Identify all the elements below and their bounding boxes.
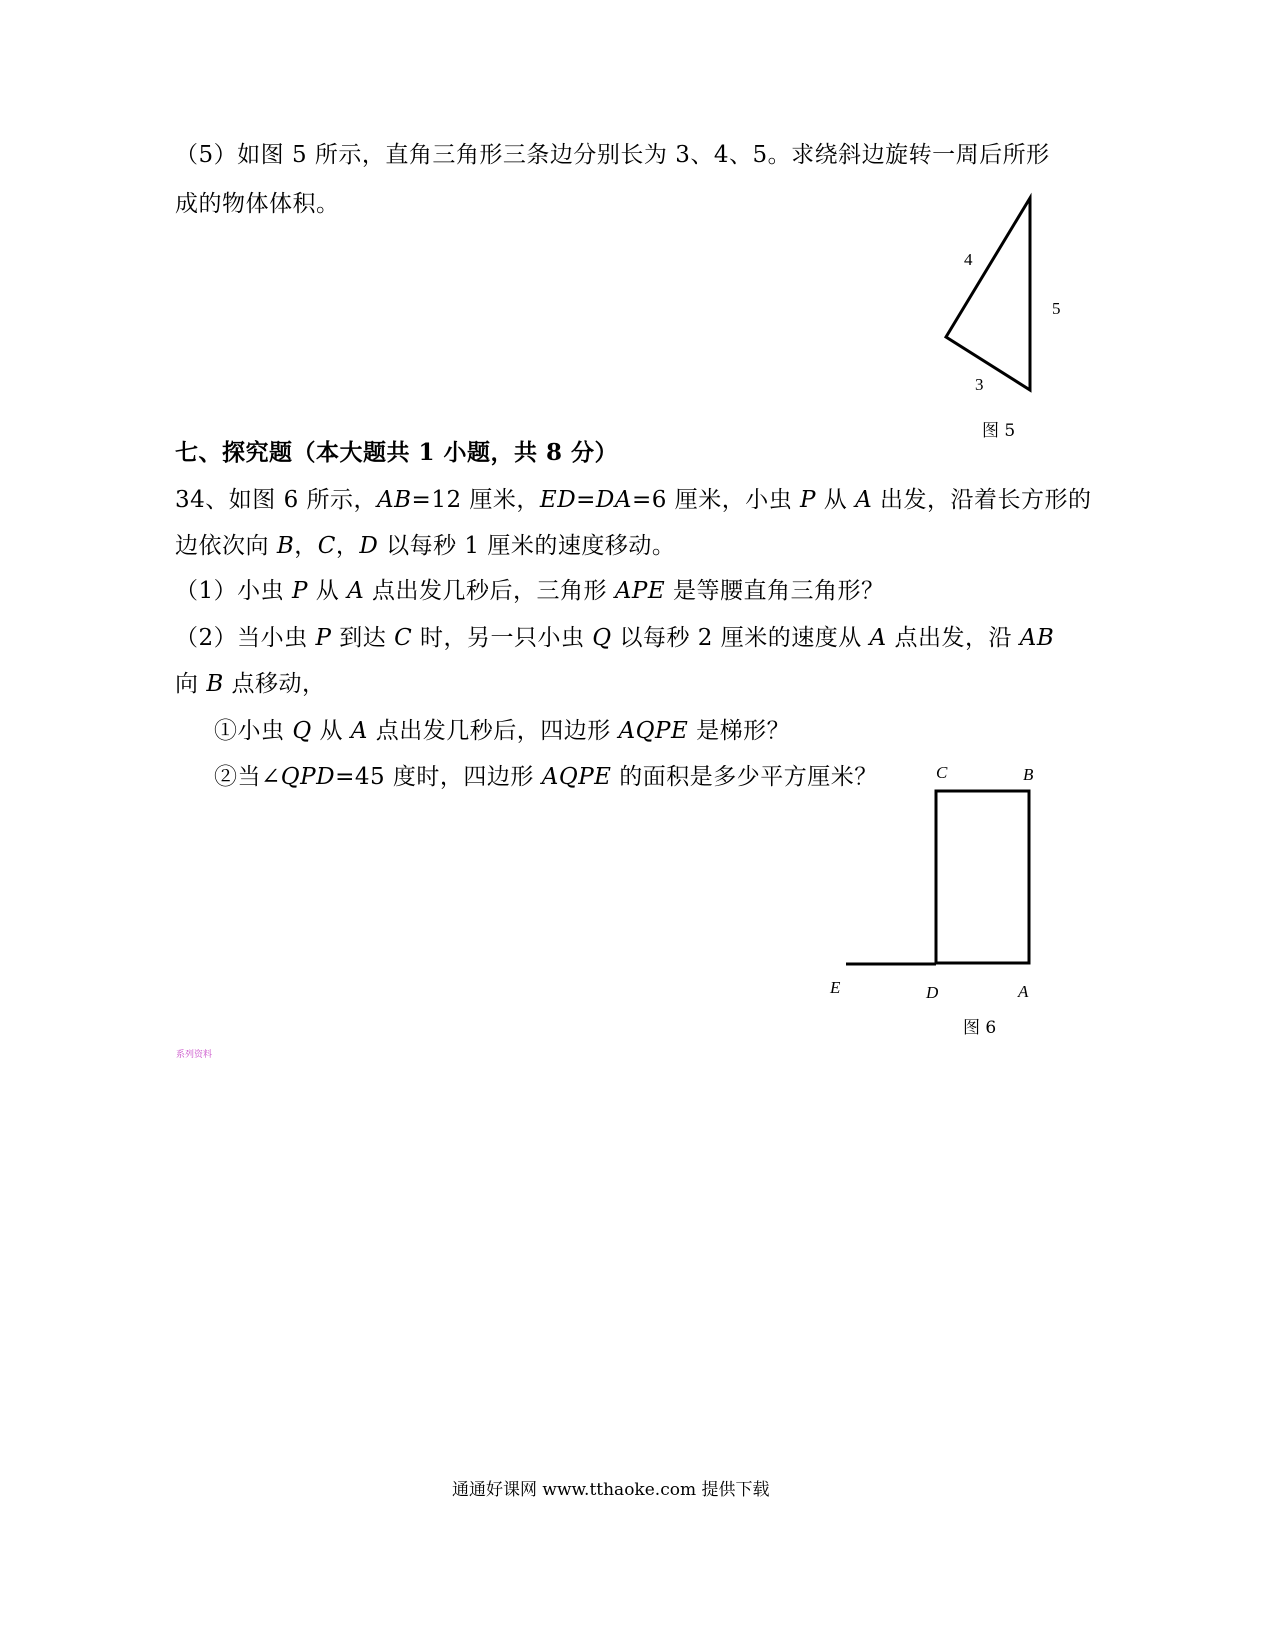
text-run: 以每秒 1 厘米的速度移动。 (378, 533, 676, 559)
text-run: ， (335, 533, 360, 559)
watermark-text: 系列资料 (176, 1050, 213, 1060)
text-run: ， (294, 533, 318, 559)
text-run: ①小虫 (214, 718, 293, 744)
math-C: C (317, 533, 336, 559)
section-7-heading: 七、探究题（本大题共 1 小题，共 8 分） (175, 439, 619, 466)
text-run: （1）小虫 (175, 578, 292, 604)
text-run: 点出发，沿 (886, 625, 1020, 651)
text-run: 向 (175, 671, 207, 697)
math-ED: ED (539, 487, 577, 513)
text-run: 从 (311, 718, 351, 744)
page-footer: 通通好课网 www.tthaoke.com 提供下载 (452, 1480, 770, 1500)
text-run: 的面积是多少平方厘米？ (611, 764, 878, 790)
math-B: B (206, 671, 224, 697)
text-run: 是梯形？ (688, 718, 791, 744)
text-run: 从 (307, 578, 348, 604)
math-P: P (800, 487, 816, 513)
figure-5-side-3: 3 (975, 375, 984, 394)
figure-6-label-D: D (926, 983, 939, 1002)
figure-6-label-C: C (936, 763, 948, 782)
math-P: P (291, 578, 308, 604)
figure-6-label-A: A (1018, 982, 1029, 1001)
text-run: 以每秒 2 厘米的速度从 (611, 625, 870, 651)
text-run: 点移动， (223, 671, 326, 697)
figure-5-side-5: 5 (1052, 299, 1061, 318)
figure-6-label-E: E (830, 978, 841, 997)
text-run: =45 度时，四边形 (335, 764, 542, 790)
math-C: C (394, 625, 413, 651)
q5-line-2: 成的物体体积。 (175, 191, 340, 217)
text-run: 34、如图 6 所示， (175, 487, 378, 513)
figure-5-side-4: 4 (964, 250, 973, 269)
figure-6-caption: 图 6 (963, 1018, 997, 1038)
math-DA: DA (595, 487, 632, 513)
figure-5-caption: 图 5 (982, 421, 1016, 441)
math-A: A (855, 487, 873, 513)
math-P: P (315, 625, 332, 651)
math-AQPE: AQPE (618, 718, 689, 744)
math-QPD: QPD (280, 764, 336, 790)
text-run: （2）当小虫 (175, 625, 316, 651)
text-run: 边依次向 (175, 533, 277, 559)
math-A: A (350, 718, 368, 744)
math-AB: AB (377, 487, 412, 513)
q5-line-1: （5）如图 5 所示，直角三角形三条边分别长为 3、4、5。求绕斜边旋转一周后所形 (175, 142, 1050, 168)
math-APE: APE (614, 578, 666, 604)
math-A: A (347, 578, 365, 604)
math-D: D (359, 533, 379, 559)
text-run: =6 厘米，小虫 (631, 487, 801, 513)
text-run: =12 厘米， (411, 487, 540, 513)
text-run: 从 (816, 487, 856, 513)
text-run: = (576, 487, 596, 513)
text-run: 出发，沿着长方形的 (872, 487, 1092, 513)
text-run: 时，另一只小虫 (412, 625, 593, 651)
math-AB: AB (1019, 625, 1055, 651)
figure-6-label-B: B (1023, 765, 1034, 784)
figure-6-rectangle (936, 791, 1029, 963)
text-run: 到达 (331, 625, 395, 651)
math-AQPE: AQPE (541, 764, 612, 790)
math-B: B (276, 533, 295, 559)
math-Q: Q (292, 718, 312, 744)
text-run: 点出发几秒后，四边形 (367, 718, 619, 744)
math-Q: Q (592, 625, 612, 651)
math-A: A (869, 625, 887, 651)
text-run: 点出发几秒后，三角形 (364, 578, 615, 604)
text-run: 是等腰直角三角形？ (665, 578, 885, 604)
text-run: ②当∠ (214, 764, 281, 790)
